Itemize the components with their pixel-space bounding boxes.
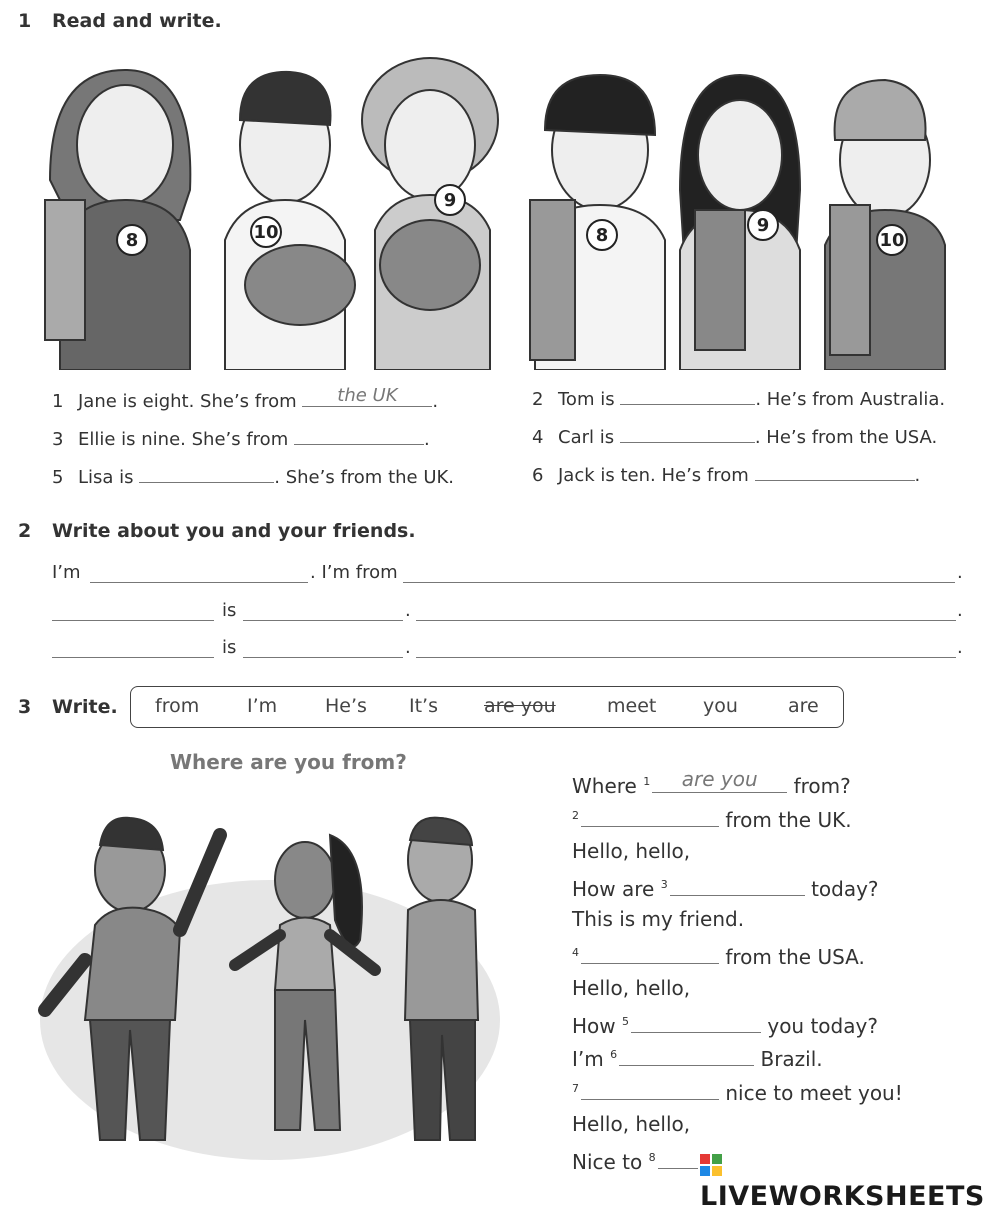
im-label: I’m	[52, 562, 81, 583]
kids-talking-illustration	[30, 790, 510, 1175]
song-line-11: Hello, hello,	[572, 1112, 691, 1136]
song-line-8: How $^5$ you today?	[572, 1010, 878, 1038]
section-number: 1	[18, 10, 32, 32]
im-from-label: . I’m from	[310, 562, 398, 583]
child-jane	[45, 70, 190, 370]
friend1-name-line[interactable]	[52, 620, 214, 621]
answer-field-2[interactable]	[620, 384, 755, 405]
song-line-12: Nice to $^8$	[572, 1146, 698, 1174]
badge-tom: 10	[253, 222, 279, 243]
word-you: you	[703, 695, 738, 717]
song-line-6: $^4$ from the USA.	[572, 941, 865, 969]
section-1-heading	[18, 10, 222, 32]
friend2-from-line[interactable]	[416, 657, 956, 658]
song-blank-4[interactable]	[581, 941, 719, 964]
child-tom	[225, 72, 355, 370]
song-title: Where are you from?	[170, 750, 407, 774]
answer-field-4[interactable]	[620, 422, 755, 443]
word-from: from	[155, 695, 200, 717]
liveworksheets-logo-icon	[700, 1154, 722, 1176]
friend2-name-line[interactable]	[52, 657, 214, 658]
child-ellie	[362, 58, 498, 370]
song-line-7: Hello, hello,	[572, 976, 691, 1000]
song-line-9: I’m $^6$ Brazil.	[572, 1043, 823, 1071]
dot-2: .	[405, 637, 411, 658]
ex1-item-3: 3 Ellie is nine. She’s from .	[52, 424, 430, 450]
song-blank-3[interactable]	[670, 873, 805, 896]
is-label-2: is	[222, 637, 237, 658]
child-jack	[825, 80, 945, 370]
ex1-item-1: 1 Jane is eight. She’s from the UK .	[52, 385, 439, 412]
period: .	[957, 600, 963, 621]
word-im: I’m	[247, 695, 278, 717]
song-blank-8[interactable]	[658, 1146, 698, 1169]
ex1-item-6: 6 Jack is ten. He’s from .	[532, 460, 920, 486]
answer-field-1[interactable]: the UK	[302, 386, 432, 407]
word-meet: meet	[607, 695, 657, 717]
word-are: are	[788, 695, 819, 717]
period: .	[957, 562, 963, 583]
song-line-5: This is my friend.	[572, 907, 745, 931]
friend1-age-line[interactable]	[243, 620, 403, 621]
answer-field-6[interactable]	[755, 460, 915, 481]
section-title: Read and write.	[52, 10, 222, 32]
song-line-2: $^2$ from the UK.	[572, 804, 852, 832]
badge-carl: 8	[595, 225, 609, 246]
answer-field-5[interactable]	[139, 462, 274, 483]
children-illustration	[30, 50, 960, 370]
badge-lisa: 9	[756, 215, 770, 236]
period: .	[957, 637, 963, 658]
ex1-item-4: 4 Carl is . He’s from the USA.	[532, 422, 937, 448]
badge-jane: 8	[125, 230, 139, 251]
badge-ellie: 9	[443, 190, 457, 211]
song-line-1: Where $^1$ are you from?	[572, 767, 851, 798]
liveworksheets-watermark: LIVEWORKSHEETS	[700, 1150, 1000, 1212]
country-input-line[interactable]	[403, 582, 955, 583]
song-blank-7[interactable]	[581, 1077, 719, 1100]
song-blank-5[interactable]	[631, 1010, 761, 1033]
song-line-10: $^7$ nice to meet you!	[572, 1077, 903, 1105]
badge-jack: 10	[879, 230, 905, 251]
ex1-item-5: 5 Lisa is . She’s from the UK.	[52, 462, 454, 488]
child-lisa	[680, 75, 800, 370]
song-blank-1[interactable]: are you	[652, 770, 787, 793]
friend1-from-line[interactable]	[416, 620, 956, 621]
answer-field-3[interactable]	[294, 424, 424, 445]
dot-1: .	[405, 600, 411, 621]
friend2-age-line[interactable]	[243, 657, 403, 658]
song-blank-6[interactable]	[619, 1043, 754, 1066]
word-its: It’s	[409, 695, 438, 717]
section-3-heading: 3 Write.	[18, 696, 118, 718]
ex1-item-2: 2 Tom is . He’s from Australia.	[532, 384, 945, 410]
word-hes: He’s	[325, 695, 367, 717]
section-2-heading: 2 Write about you and your friends.	[18, 520, 416, 542]
song-blank-2[interactable]	[581, 804, 719, 827]
word-are-you-struck: are you	[484, 695, 556, 717]
song-line-4: How are $^3$ today?	[572, 873, 879, 901]
name-input-line[interactable]	[90, 582, 308, 583]
song-line-3: Hello, hello,	[572, 839, 691, 863]
is-label-1: is	[222, 600, 237, 621]
